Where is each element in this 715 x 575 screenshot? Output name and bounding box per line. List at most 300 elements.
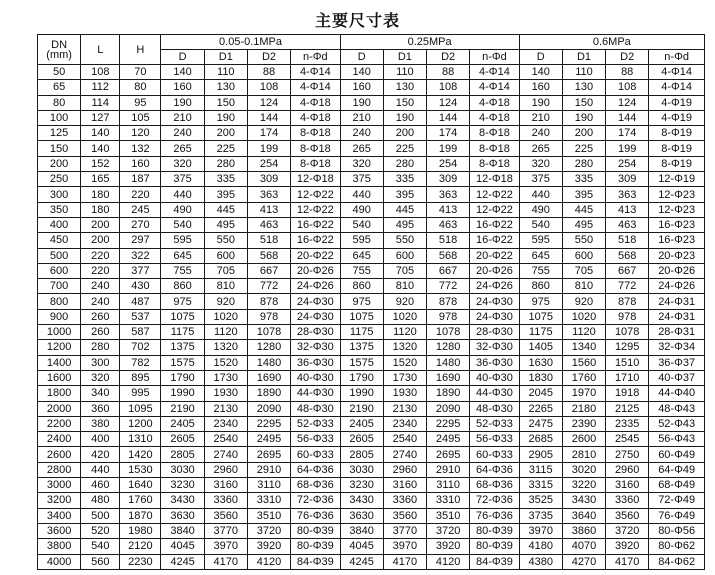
table-cell: 4-Φ18 (291, 95, 340, 110)
table-cell: 260 (81, 325, 120, 340)
table-cell: 1575 (161, 355, 204, 370)
table-row (38, 478, 705, 493)
table-cell: 440 (161, 187, 204, 202)
table-cell: 250 (38, 172, 81, 187)
table-cell: 254 (427, 156, 470, 171)
col-header-d2: D2 (247, 50, 290, 65)
table-cell: 320 (161, 156, 204, 171)
table-cell: 120 (120, 126, 161, 141)
table-cell: 40-Φ37 (649, 370, 705, 385)
table-row (38, 508, 705, 523)
table-cell: 240 (81, 279, 120, 294)
table-row (38, 172, 705, 187)
table-cell: 755 (161, 263, 204, 278)
table-cell: 68-Φ49 (649, 478, 705, 493)
table-cell: 2390 (562, 416, 605, 431)
table-cell: 1690 (427, 370, 470, 385)
table-cell: 3160 (204, 478, 247, 493)
table-cell: 200 (562, 126, 605, 141)
table-cell: 3360 (606, 493, 649, 508)
table-cell: 28-Φ30 (470, 325, 519, 340)
table-cell: 518 (247, 233, 290, 248)
table-cell: 40-Φ30 (291, 370, 340, 385)
table-cell: 3200 (38, 493, 81, 508)
table-cell: 95 (120, 95, 161, 110)
table-cell: 1078 (606, 325, 649, 340)
table-cell: 540 (161, 217, 204, 232)
table-cell: 3430 (161, 493, 204, 508)
table-cell: 280 (383, 156, 426, 171)
table-cell: 64-Φ49 (649, 462, 705, 477)
table-cell: 1710 (606, 370, 649, 385)
table-cell: 2180 (562, 401, 605, 416)
table-cell: 1200 (120, 416, 161, 431)
table-cell: 12-Φ18 (291, 172, 340, 187)
table-cell: 3630 (161, 508, 204, 523)
table-cell: 4-Φ19 (649, 95, 705, 110)
table-cell: 65 (38, 80, 81, 95)
table-cell: 265 (519, 141, 562, 156)
table-cell: 2545 (606, 432, 649, 447)
table-cell: 140 (81, 141, 120, 156)
table-cell: 755 (340, 263, 383, 278)
table-cell: 705 (204, 263, 247, 278)
table-cell: 645 (161, 248, 204, 263)
table-cell: 2960 (383, 462, 426, 477)
table-cell: 199 (606, 141, 649, 156)
table-cell: 878 (606, 294, 649, 309)
table-cell: 495 (562, 217, 605, 232)
table-row (38, 462, 705, 477)
table-cell: 200 (383, 126, 426, 141)
table-cell: 20-Φ26 (291, 263, 340, 278)
table-cell: 3920 (606, 539, 649, 554)
table-cell: 180 (81, 187, 120, 202)
table-cell: 2540 (383, 432, 426, 447)
table-cell: 1575 (340, 355, 383, 370)
table-cell: 878 (247, 294, 290, 309)
table-cell: 1918 (606, 386, 649, 401)
table-cell: 1730 (204, 370, 247, 385)
table-cell: 860 (340, 279, 383, 294)
table-cell: 8-Φ19 (649, 126, 705, 141)
table-cell: 4170 (204, 554, 247, 569)
table-cell: 84-Φ39 (470, 554, 519, 569)
table-cell: 600 (383, 248, 426, 263)
table-row (38, 126, 705, 141)
table-cell: 24-Φ31 (649, 294, 705, 309)
table-cell: 1730 (383, 370, 426, 385)
table-cell: 199 (427, 141, 470, 156)
table-cell: 1930 (204, 386, 247, 401)
table-cell: 80-Φ62 (649, 539, 705, 554)
table-cell: 1930 (383, 386, 426, 401)
table-row (38, 65, 705, 80)
table-cell: 375 (340, 172, 383, 187)
table-cell: 395 (562, 187, 605, 202)
table-cell: 3310 (427, 493, 470, 508)
table-cell: 76-Φ36 (470, 508, 519, 523)
table-cell: 1870 (120, 508, 161, 523)
table-cell: 3600 (38, 523, 81, 538)
table-cell: 16-Φ23 (649, 217, 705, 232)
table-cell: 3030 (340, 462, 383, 477)
table-cell: 560 (81, 554, 120, 569)
table-cell: 4-Φ18 (291, 110, 340, 125)
table-cell: 2340 (383, 416, 426, 431)
table-cell: 50 (38, 65, 81, 80)
table-cell: 335 (204, 172, 247, 187)
table-cell: 3920 (427, 539, 470, 554)
table-cell: 4045 (340, 539, 383, 554)
table-cell: 3430 (340, 493, 383, 508)
table-cell: 56-Φ33 (291, 432, 340, 447)
table-cell: 1200 (38, 340, 81, 355)
table-cell: 240 (161, 126, 204, 141)
table-cell: 72-Φ49 (649, 493, 705, 508)
table-cell: 28-Φ31 (649, 325, 705, 340)
table-cell: 60-Φ49 (649, 447, 705, 462)
table-cell: 4120 (427, 554, 470, 569)
table-cell: 108 (427, 80, 470, 95)
table-cell: 144 (606, 110, 649, 125)
table-cell: 124 (606, 95, 649, 110)
table-cell: 1020 (383, 309, 426, 324)
table-cell: 8-Φ18 (470, 141, 519, 156)
table-cell: 44-Φ30 (291, 386, 340, 401)
table-cell: 540 (81, 539, 120, 554)
table-cell: 2400 (38, 432, 81, 447)
table-cell: 1690 (247, 370, 290, 385)
table-cell: 920 (204, 294, 247, 309)
table-cell: 265 (340, 141, 383, 156)
table-cell: 2600 (562, 432, 605, 447)
table-cell: 108 (247, 80, 290, 95)
table-cell: 2045 (519, 386, 562, 401)
col-header-d2: D2 (427, 50, 470, 65)
table-cell: 68-Φ36 (470, 478, 519, 493)
table-cell: 80-Φ56 (649, 523, 705, 538)
table-cell: 1510 (606, 355, 649, 370)
table-cell: 1800 (38, 386, 81, 401)
table-cell: 645 (340, 248, 383, 263)
table-cell: 220 (120, 187, 161, 202)
table-cell: 1630 (519, 355, 562, 370)
table-cell: 88 (427, 65, 470, 80)
table-cell: 1175 (161, 325, 204, 340)
table-cell: 4-Φ14 (291, 65, 340, 80)
table-cell: 375 (519, 172, 562, 187)
table-cell: 3920 (247, 539, 290, 554)
table-cell: 280 (562, 156, 605, 171)
table-cell: 280 (81, 340, 120, 355)
table-cell: 127 (81, 110, 120, 125)
col-header-d: D (161, 50, 204, 65)
table-cell: 4070 (562, 539, 605, 554)
table-cell: 400 (81, 432, 120, 447)
table-cell: 2960 (606, 462, 649, 477)
table-cell: 1600 (38, 370, 81, 385)
table-row (38, 523, 705, 538)
table-cell: 3560 (606, 508, 649, 523)
table-cell: 225 (562, 141, 605, 156)
table-cell: 1280 (247, 340, 290, 355)
col-header-h: H (120, 35, 161, 65)
table-cell: 3360 (204, 493, 247, 508)
table-cell: 2910 (247, 462, 290, 477)
table-row (38, 80, 705, 95)
table-cell: 52-Φ33 (470, 416, 519, 431)
table-cell: 8-Φ18 (470, 126, 519, 141)
table-cell: 3020 (562, 462, 605, 477)
col-header-d1: D1 (383, 50, 426, 65)
table-cell: 595 (161, 233, 204, 248)
table-cell: 1405 (519, 340, 562, 355)
table-cell: 3220 (562, 478, 605, 493)
table-cell: 810 (562, 279, 605, 294)
table-cell: 2805 (340, 447, 383, 462)
table-cell: 210 (161, 110, 204, 125)
table-cell: 24-Φ26 (291, 279, 340, 294)
table-cell: 540 (519, 217, 562, 232)
table-cell: 810 (383, 279, 426, 294)
table-cell: 140 (81, 126, 120, 141)
col-header-d: D (519, 50, 562, 65)
table-cell: 3860 (562, 523, 605, 538)
table-cell: 80 (120, 80, 161, 95)
table-cell: 3970 (383, 539, 426, 554)
table-cell: 340 (81, 386, 120, 401)
table-cell: 16-Φ22 (291, 233, 340, 248)
table-cell: 463 (247, 217, 290, 232)
table-cell: 2495 (247, 432, 290, 447)
table-cell: 80-Φ39 (291, 523, 340, 538)
table-row (38, 539, 705, 554)
table-row (38, 294, 705, 309)
table-cell: 210 (519, 110, 562, 125)
table-row (38, 386, 705, 401)
table-cell: 363 (606, 187, 649, 202)
table-cell: 1075 (161, 309, 204, 324)
table-cell: 4-Φ14 (649, 65, 705, 80)
table-cell: 1075 (340, 309, 383, 324)
table-cell: 395 (204, 187, 247, 202)
table-cell: 2295 (247, 416, 290, 431)
table-cell: 3630 (340, 508, 383, 523)
table-cell: 68-Φ36 (291, 478, 340, 493)
table-cell: 2740 (204, 447, 247, 462)
table-cell: 52-Φ33 (291, 416, 340, 431)
table-cell: 20-Φ26 (470, 263, 519, 278)
table-cell: 1095 (120, 401, 161, 416)
table-cell: 48-Φ30 (291, 401, 340, 416)
table-cell: 363 (427, 187, 470, 202)
table-cell: 1790 (161, 370, 204, 385)
table-cell: 4045 (161, 539, 204, 554)
table-cell: 782 (120, 355, 161, 370)
table-cell: 24-Φ26 (470, 279, 519, 294)
table-cell: 4120 (247, 554, 290, 569)
table-cell: 160 (120, 156, 161, 171)
table-cell: 2000 (38, 401, 81, 416)
table-cell: 20-Φ22 (470, 248, 519, 263)
table-cell: 975 (161, 294, 204, 309)
table-cell: 463 (427, 217, 470, 232)
table-cell: 430 (120, 279, 161, 294)
table-cell: 645 (519, 248, 562, 263)
table-cell: 860 (519, 279, 562, 294)
table-cell: 2695 (427, 447, 470, 462)
table-cell: 450 (38, 233, 81, 248)
table-cell: 1970 (562, 386, 605, 401)
table-cell: 174 (427, 126, 470, 141)
table-cell: 595 (340, 233, 383, 248)
table-cell: 124 (247, 95, 290, 110)
table-row (38, 156, 705, 171)
table-cell: 84-Φ39 (291, 554, 340, 569)
table-cell: 254 (247, 156, 290, 171)
table-cell: 88 (606, 65, 649, 80)
table-cell: 12-Φ22 (470, 202, 519, 217)
table-cell: 125 (38, 126, 81, 141)
table-cell: 1760 (562, 370, 605, 385)
table-cell: 705 (562, 263, 605, 278)
table-cell: 70 (120, 65, 161, 80)
table-cell: 72-Φ36 (291, 493, 340, 508)
table-cell: 160 (340, 80, 383, 95)
table-cell: 413 (247, 202, 290, 217)
table-cell: 56-Φ43 (649, 432, 705, 447)
table-row (38, 95, 705, 110)
table-cell: 2405 (161, 416, 204, 431)
table-cell: 900 (38, 309, 81, 324)
table-cell: 2120 (120, 539, 161, 554)
table-cell: 4000 (38, 554, 81, 569)
table-cell: 240 (519, 126, 562, 141)
table-cell: 80-Φ39 (470, 539, 519, 554)
table-cell: 48-Φ43 (649, 401, 705, 416)
table-cell: 2605 (340, 432, 383, 447)
table-cell: 550 (562, 233, 605, 248)
table-cell: 1980 (120, 523, 161, 538)
table-cell: 440 (81, 462, 120, 477)
table-cell: 600 (562, 248, 605, 263)
table-cell: 124 (427, 95, 470, 110)
table-cell: 1295 (606, 340, 649, 355)
table-cell: 2335 (606, 416, 649, 431)
table-cell: 360 (81, 401, 120, 416)
table-cell: 130 (204, 80, 247, 95)
table-cell: 1120 (562, 325, 605, 340)
table-cell: 28-Φ30 (291, 325, 340, 340)
table-cell: 363 (247, 187, 290, 202)
table-cell: 335 (383, 172, 426, 187)
table-cell: 8-Φ18 (291, 126, 340, 141)
table-cell: 975 (340, 294, 383, 309)
table-cell: 24-Φ30 (470, 309, 519, 324)
table-row (38, 233, 705, 248)
table-cell: 220 (81, 248, 120, 263)
table-cell: 3400 (38, 508, 81, 523)
table-cell: 1400 (38, 355, 81, 370)
table-cell: 2130 (204, 401, 247, 416)
table-cell: 24-Φ31 (649, 309, 705, 324)
table-cell: 1990 (161, 386, 204, 401)
table-cell: 110 (562, 65, 605, 80)
table-cell: 1520 (204, 355, 247, 370)
table-cell: 12-Φ22 (470, 187, 519, 202)
table-cell: 4180 (519, 539, 562, 554)
table-cell: 32-Φ30 (291, 340, 340, 355)
table-cell: 1000 (38, 325, 81, 340)
table-cell: 100 (38, 110, 81, 125)
table-cell: 440 (340, 187, 383, 202)
table-cell: 152 (81, 156, 120, 171)
table-cell: 1520 (383, 355, 426, 370)
table-cell: 254 (606, 156, 649, 171)
table-cell: 2090 (427, 401, 470, 416)
table-cell: 3510 (247, 508, 290, 523)
table-cell: 755 (519, 263, 562, 278)
table-row (38, 493, 705, 508)
table-cell: 190 (161, 95, 204, 110)
table-cell: 240 (340, 126, 383, 141)
table-cell: 4-Φ18 (470, 95, 519, 110)
table-cell: 1120 (383, 325, 426, 340)
table-cell: 64-Φ36 (291, 462, 340, 477)
table-cell: 24-Φ30 (291, 294, 340, 309)
table-cell: 112 (81, 80, 120, 95)
table-cell: 4-Φ14 (291, 80, 340, 95)
table-cell: 300 (81, 355, 120, 370)
table-cell: 80-Φ39 (470, 523, 519, 538)
table-row (38, 401, 705, 416)
table-cell: 20-Φ23 (649, 248, 705, 263)
table-cell: 1175 (519, 325, 562, 340)
table-cell: 4245 (161, 554, 204, 569)
table-cell: 1830 (519, 370, 562, 385)
table-body (38, 65, 705, 570)
table-cell: 1020 (204, 309, 247, 324)
table-cell: 1340 (562, 340, 605, 355)
table-cell: 108 (606, 80, 649, 95)
table-cell: 80-Φ39 (291, 539, 340, 554)
table-cell: 24-Φ30 (291, 309, 340, 324)
table-cell: 3770 (383, 523, 426, 538)
table-cell: 1480 (427, 355, 470, 370)
table-cell: 40-Φ30 (470, 370, 519, 385)
table-row (38, 554, 705, 569)
col-header-n-phid: n-Φd (291, 50, 340, 65)
table-cell: 667 (247, 263, 290, 278)
col-header-d1: D1 (562, 50, 605, 65)
table-cell: 190 (204, 110, 247, 125)
table-cell: 860 (161, 279, 204, 294)
table-cell: 52-Φ43 (649, 416, 705, 431)
table-cell: 568 (247, 248, 290, 263)
table-cell: 140 (161, 65, 204, 80)
table-cell: 32-Φ34 (649, 340, 705, 355)
dn-unit: (mm) (46, 48, 72, 61)
table-row (38, 370, 705, 385)
table-cell: 2695 (247, 447, 290, 462)
table-cell: 2800 (38, 462, 81, 477)
table-cell: 200 (204, 126, 247, 141)
table-cell: 978 (247, 309, 290, 324)
table-cell: 978 (606, 309, 649, 324)
table-cell: 76-Φ36 (291, 508, 340, 523)
table-row (38, 309, 705, 324)
